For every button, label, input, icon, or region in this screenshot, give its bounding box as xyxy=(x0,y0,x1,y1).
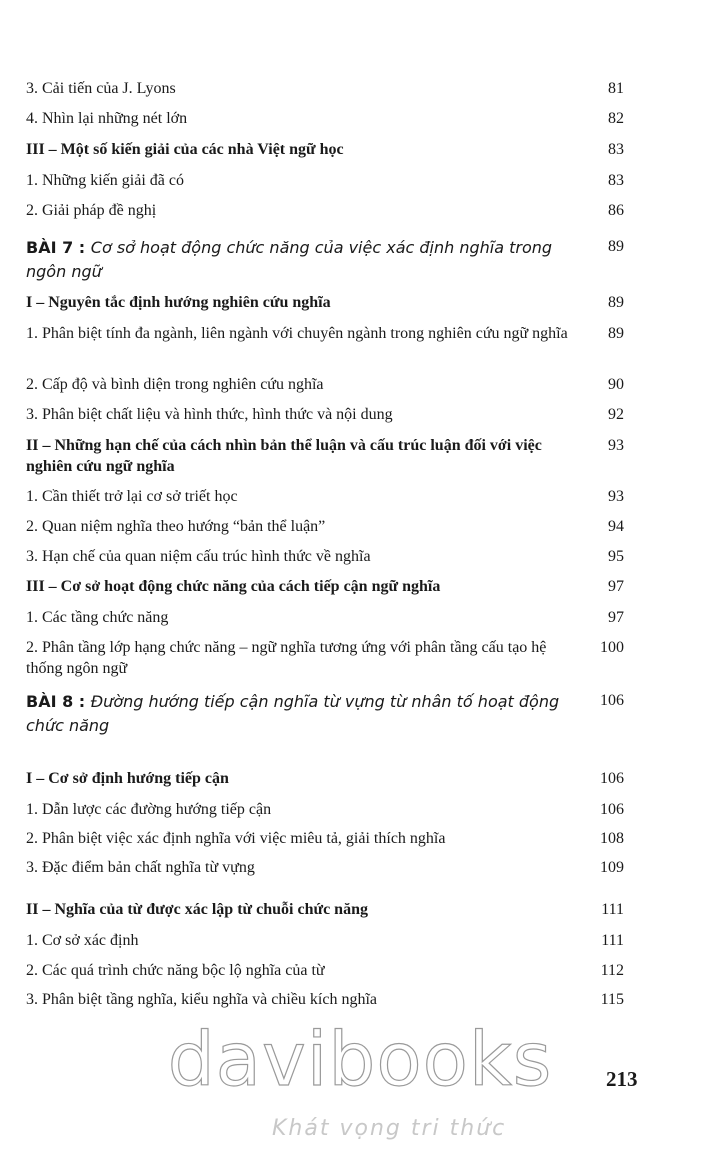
toc-entry-title: 1. Các tầng chức năng xyxy=(26,609,169,626)
toc-page-number: 97 xyxy=(608,578,624,595)
toc-page-number: 89 xyxy=(608,294,624,311)
toc-entry-title: I – Nguyên tắc định hướng nghiên cứu nghĩa xyxy=(26,294,331,311)
toc-entry-title: 1. Cơ sở xác định xyxy=(26,932,139,949)
page-number: 213 xyxy=(606,1067,638,1091)
toc-entry-title: 3. Phân biệt chất liệu và hình thức, hình thức và nội dung xyxy=(26,406,393,423)
toc-page-number: 86 xyxy=(608,202,624,219)
toc-page-number: 111 xyxy=(601,901,624,918)
toc-entry-title: I – Cơ sở định hướng tiếp cận xyxy=(26,770,229,787)
watermark-logo: davibooks xyxy=(167,1017,553,1103)
toc-page-number: 83 xyxy=(608,172,624,189)
toc-page-number: 112 xyxy=(600,962,624,979)
toc-entry-title: 2. Phân biệt việc xác định nghĩa với việc miêu tả, giải thích nghĩa xyxy=(26,830,446,847)
toc-page-number: 93 xyxy=(608,437,624,454)
toc-page-number: 90 xyxy=(608,376,624,393)
toc-entry-title: 3. Cải tiến của J. Lyons xyxy=(26,80,176,97)
toc-page-number: 95 xyxy=(608,548,624,565)
toc-entry-title: II – Những hạn chế của cách nhìn bản thể luận và cấu trúc luận đối với việc nghiên cứu ngữ nghĩa xyxy=(26,437,542,475)
toc-page-number: 94 xyxy=(608,518,624,535)
toc-entry-title: III – Cơ sở hoạt động chức năng của cách tiếp cận ngữ nghĩa xyxy=(26,578,441,595)
toc-entry-title: 2. Các quá trình chức năng bộc lộ nghĩa của từ xyxy=(26,962,325,979)
lesson-title: Cơ sở hoạt động chức năng của việc xác định nghĩa trong ngôn ngữ xyxy=(26,238,553,281)
toc-page-number: 106 xyxy=(600,692,624,709)
toc-page-number: 82 xyxy=(608,110,624,127)
lesson-title: Đường hướng tiếp cận nghĩa từ vựng từ nhân tố hoạt động chức năng xyxy=(26,692,560,735)
toc-page-number: 93 xyxy=(608,488,624,505)
toc-page-number: 108 xyxy=(600,830,624,847)
toc-entry-title: 1. Phân biệt tính đa ngành, liên ngành với chuyên ngành trong nghiên cứu ngữ nghĩa xyxy=(26,325,568,342)
toc-entry-title: 1. Dẫn lược các đường hướng tiếp cận xyxy=(26,801,272,818)
toc-page-number: 106 xyxy=(600,801,624,818)
toc-page-number: 89 xyxy=(608,325,624,342)
toc-entry-title: 3. Đặc điểm bản chất nghĩa từ vựng xyxy=(26,859,255,876)
toc-entry-title: 2. Giải pháp đề nghị xyxy=(26,202,157,219)
toc-page-number: 81 xyxy=(608,80,624,97)
toc-page-number: 92 xyxy=(608,406,624,423)
lesson-label: BÀI 8 : xyxy=(26,692,91,711)
watermark-slogan: Khát vọng tri thức xyxy=(272,1116,507,1141)
toc-entry-title: 2. Quan niệm nghĩa theo hướng “bản thể luận” xyxy=(26,518,326,535)
toc-entry-title: III – Một số kiến giải của các nhà Việt ngữ học xyxy=(26,141,344,158)
toc-page-number: 83 xyxy=(608,141,624,158)
toc-page-number: 89 xyxy=(608,238,624,255)
lesson-label: BÀI 7 : xyxy=(26,238,91,257)
toc-page-number: 115 xyxy=(600,991,624,1008)
toc-page-number: 109 xyxy=(600,859,624,876)
toc-page-number: 97 xyxy=(608,609,624,626)
toc-entry-title: II – Nghĩa của từ được xác lập từ chuỗi chức năng xyxy=(26,901,368,918)
toc-entry-title: 1. Những kiến giải đã có xyxy=(26,172,184,189)
toc-entry-title: 4. Nhìn lại những nét lớn xyxy=(26,110,188,127)
toc-entry-title xyxy=(26,690,574,738)
toc-entry-title xyxy=(26,236,574,284)
toc-entry-title: 1. Cần thiết trở lại cơ sở triết học xyxy=(26,488,238,505)
toc-entry-title: 3. Hạn chế của quan niệm cấu trúc hình thức về nghĩa xyxy=(26,548,371,565)
toc-entry-title: 2. Cấp độ và bình diện trong nghiên cứu nghĩa xyxy=(26,376,324,393)
toc-page-number: 106 xyxy=(600,770,624,787)
toc-page-number: 111 xyxy=(601,932,624,949)
toc-entry-title: 2. Phân tầng lớp hạng chức năng – ngữ nghĩa tương ứng với phân tầng cấu tạo hệ thống ngôn ngữ xyxy=(26,639,547,677)
toc-entry-title: 3. Phân biệt tầng nghĩa, kiểu nghĩa và chiều kích nghĩa xyxy=(26,991,378,1008)
toc-page-number: 100 xyxy=(600,639,624,656)
